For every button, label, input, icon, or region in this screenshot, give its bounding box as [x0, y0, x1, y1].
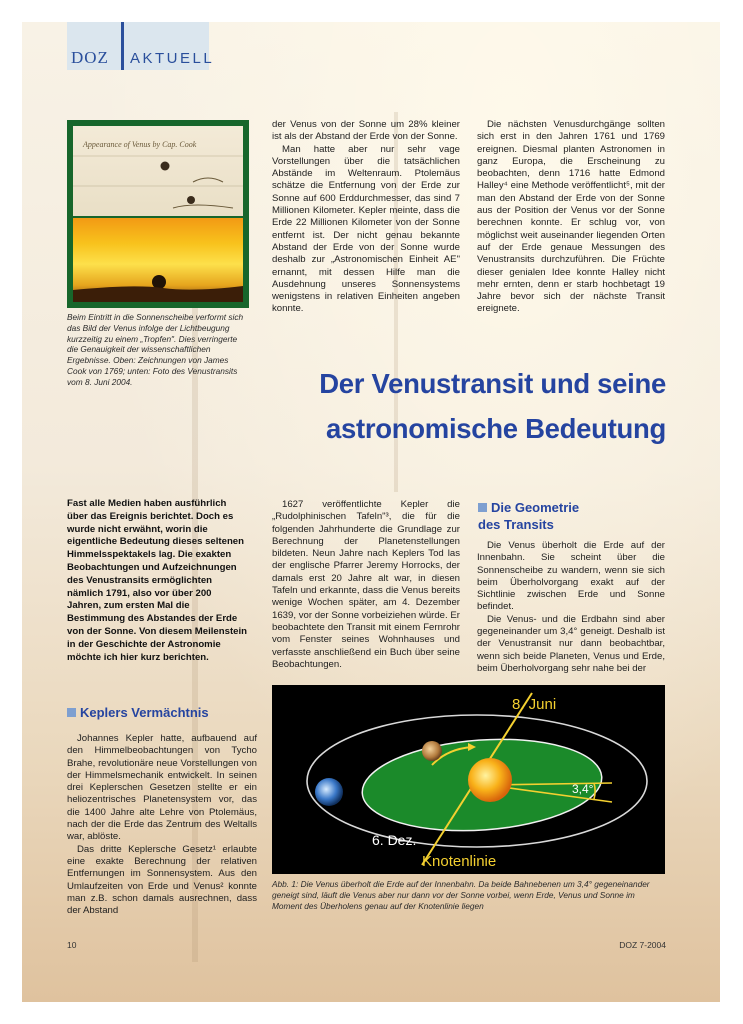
paragraph: Man hatte aber nur sehr vage Vorstellungen über die tatsächlichen Abstände im Weltenraum. Ptolemäus schätze die Entfernung von der Erde zur Sonne auf 600 Erddurchmesser, das sind 7 Millionen Kilometer. Kepler meinte, dass die Erde 22 Millionen Kilometer von der Sonne entfernt ist. Der nicht genau bekannte Abstand der Erde von der Sonne wurde deshalb zur „Astronomischen Einheit AE" ernannt, mit dessen Hilfe man die Ausdehnung unseres Sonnensystems wenigstens in relativen Einheiten angeben konnte. — [272, 143, 460, 315]
paragraph: der Venus von der Sonne um 28% kleiner ist als der Abstand der Erde von der Sonne. — [272, 119, 460, 143]
title-line: astronomische Bedeutung — [326, 413, 666, 444]
middle-column — [272, 499, 460, 671]
lead-paragraph: Fast alle Medien haben ausführlich über das Ereignis berichtet. Doch es wurde nicht erwähnt, worin die eigentliche Bedeutung dieses seltenen Himmelsspektakels lag. Die exakten Beobachtungen und Aufzeichnungen des Venustransits ermöglichten nämlich 1791, also vor über 200 Jahren, zum ersten Mal die Bestimmung des Abstandes der Erde von der Sonne. Von diesem Meilenstein in der Geschichte der Astronomie möchte ich hier kurz berichten. — [67, 498, 248, 663]
sketch-caption-text: Appearance of Venus by Cap. Cook — [83, 140, 197, 149]
title-line: Der Venustransit und seine — [319, 368, 666, 399]
paragraph: Die Venus überholt die Erde auf der Innenbahn. Sie scheint über die Sonnenscheibe zu wandern, wenn sie sich beim Überholvorgang exakt auf der Sichtlinie zwischen Erde und Sonne befindet. — [477, 540, 665, 613]
orbit-diagram — [272, 685, 665, 874]
article-title — [319, 361, 666, 451]
venus — [422, 741, 442, 761]
section-heading-kepler — [67, 704, 209, 721]
geometry-column — [477, 540, 665, 675]
top-column-3 — [477, 119, 665, 316]
issue-label: DOZ 7-2004 — [619, 940, 666, 950]
sketch-drawing — [73, 126, 243, 216]
heading-text: des Transits — [478, 517, 554, 532]
kepler-column — [67, 733, 257, 917]
paragraph: Johannes Kepler hatte, aufbauend auf den Himmelbeobachtungen von Tycho Brahe, revolutionäre neue Vorstellungen von der Himmelsmechanik entwickelt. In seinen drei Keplerschen Gesetzen stellte er ein heliozentrisches Planetensystem vor, das die 1400 Jahre alte Lehre von Ptolemäus, nach der die Erde das Zentrum des Weltalls war, ablöste. — [67, 733, 257, 843]
transit-photo — [73, 218, 243, 302]
cook-sketch — [73, 126, 243, 216]
earth — [315, 778, 343, 806]
paragraph: Das dritte Keplersche Gesetz¹ erlaubte eine exakte Berechnung der relativen Entfernungen im Sonnensystem. Aus den Umlaufzeiten von Erde und Venus² konnte man z.B. schon damals ausrechnen, dass der Abstand — [67, 843, 257, 917]
label-dec: 6. Dez. — [372, 832, 417, 848]
diagram-caption: Abb. 1: Die Venus überholt die Erde auf der Innenbahn. Da beide Bahnebenen um 3,4° gegeneinander geneigt sind, läuft die Venus aber nur dann vor der Sonne vorbei, wenn Erde, Venus und Sonne im Moment des Überholens genau auf der Knotenlinie liegen — [272, 879, 650, 911]
heading-square-icon — [67, 708, 76, 717]
page-number: 10 — [67, 940, 77, 950]
photo-silhouette — [73, 218, 243, 302]
brand-logo: DOZ — [71, 48, 109, 67]
label-angle: 3,4° — [572, 782, 594, 796]
sun — [468, 758, 512, 802]
orbit-diagram-svg — [272, 685, 665, 874]
paragraph: 1627 veröffentlichte Kepler die „Rudolphinischen Tafeln"³, die für die folgenden Jahrhunderte die Grundlage zur Berechnung der Planetenstellungen bildeten. Neun Jahre nach Keplers Tod las der englische Pfarrer Jeremy Horrocks, der damals erst 20 Jahre alt war, in diesen Tafeln und erkannte, dass die Venus bereits wenige Wochen später, am 4. Dezember 1639, vor der Sonne vorbeiziehen würde. Er beobachtete den Transit mit einem Fernrohr vom Fenster seines Wohnhauses und verfasste anschließend ein Buch über seine Beobachtungen. — [272, 499, 460, 670]
label-node: Knotenlinie — [422, 853, 497, 870]
heading-square-icon — [478, 503, 487, 512]
section-header — [67, 22, 215, 70]
label-june: 8. Juni — [512, 696, 557, 713]
heading-text: Keplers Vermächtnis — [80, 705, 209, 720]
section-heading-geometry — [478, 499, 579, 533]
top-column-2 — [272, 119, 460, 316]
header-divider — [121, 22, 124, 70]
paragraph: Die nächsten Venusdurchgänge sollten sich erst in den Jahren 1761 und 1769 ereignen. Diesmal planten Astronomen in ganz Europa, die Erscheinung zu beobachten, denn 1716 hatte Edmond Halley⁴ eine Methode veröffentlicht⁵, mit der man den Abstand der Erde von der Sonne aus der Position der Venus vor der Sonne berechnen konnte. Er schlug vor, von möglichst weit auseinander liegenden Orten auf der Erde genaue Messungen des Venustransits durchzuführen. Die Früchte dieser genialen Idee konnte Halley nicht mehr ernten, denn er starb hochbetagt 19 Jahre bevor sich der nächste Transit ereignete. — [477, 119, 665, 315]
transit-figure — [67, 120, 249, 308]
page — [22, 22, 720, 1002]
section-label: AKTUELL — [130, 50, 215, 67]
heading-text: Die Geometrie — [491, 500, 580, 515]
figure-caption: Beim Eintritt in die Sonnenscheibe verformt sich das Bild der Venus infolge der Lichtbeugung kurzzeitig zu einem „Tropfen". Dies verringerte die Genauigkeit der wissenschaftlichen Ergebnisse. Oben: Zeichnungen von James Cook von 1769; unten: Foto des Venustransits vom 8. Juni 2004. — [67, 312, 244, 387]
paragraph: Die Venus- und die Erdbahn sind aber gegeneinander um 3,4° geneigt. Deshalb ist der Venustransit nur dann beobachtbar, wenn sich beide Planeten, Venus und Erde, beim Überholvorgang sehr nahe bei der — [477, 613, 665, 674]
